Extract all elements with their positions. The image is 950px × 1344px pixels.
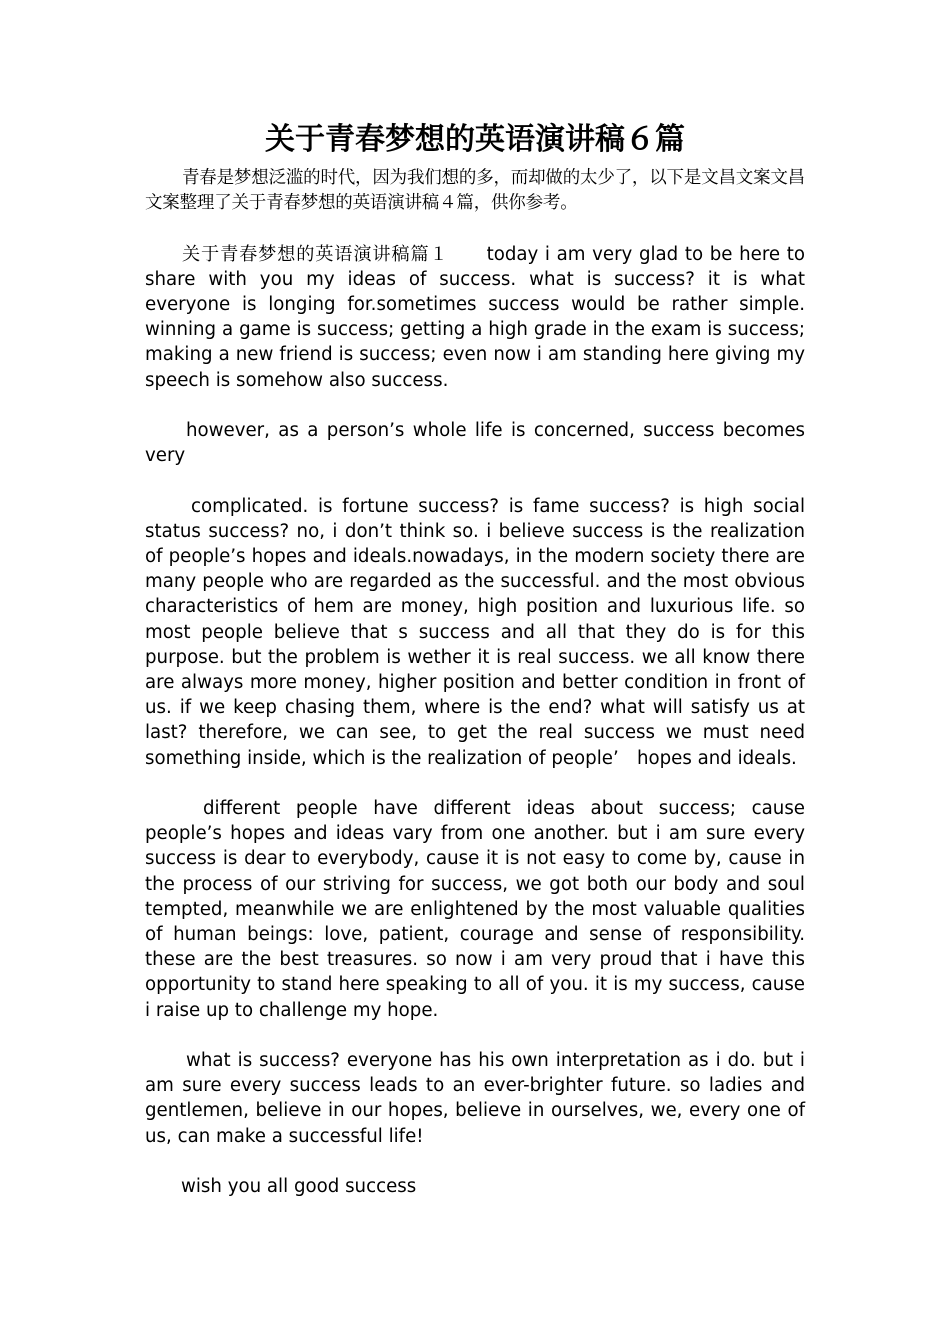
- paragraph-spacer: [145, 771, 805, 796]
- paragraph-spacer: [145, 216, 805, 241]
- body-paragraph: different people have different ideas about success; cause people’s hopes and ideas vary from one another. but i am sure every success is dear to everybody, cause it is not easy to come by, cause in the process of our striving for success, we got both our body and soul tempted, meanwhile we are enlightened by the most valuable qualities of human beings: love, patient, courage and sense of responsibility. these are the best treasures. so now i am very proud that i have this opportunity to stand here speaking to all of you. it is my success, cause i raise up to challenge my hope.: [145, 798, 805, 1021]
- closing-line: wish you all good success: [181, 1176, 417, 1198]
- document-body: [145, 166, 805, 1199]
- document-title: 关于青春梦想的英语演讲稿６篇: [265, 122, 685, 157]
- body-paragraph: however, as a person’s whole life is concerned, success becomes very: [145, 420, 805, 467]
- paragraph-spacer: [145, 1023, 805, 1048]
- body-paragraph: 关于青春梦想的英语演讲稿篇１ today i am very glad to be here to share with you my ideas of success. what is success? it is what everyone is longing for.sometimes success would be rather simple. winning a game is success; getting a high grade in the exam is success; making a new friend is success; even now i am standing here giving my speech is somehow also success.: [145, 243, 805, 391]
- paragraph-spacer: [145, 468, 805, 493]
- body-paragraph: what is success? everyone has his own interpretation as i do. but i am sure every success leads to an ever-brighter future. so ladies and gentlemen, believe in our hopes, believe in ourselves, we, every one of us, can make a successful life!: [145, 1050, 805, 1147]
- intro-paragraph: 青春是梦想泛滥的时代，因为我们想的多，而却做的太少了，以下是文昌文案文昌文案整理了关于青春梦想的英语演讲稿４篇，供你参考。: [145, 168, 805, 214]
- paragraph-spacer: [145, 393, 805, 418]
- body-paragraph: complicated. is fortune success? is fame success? is high social status success? no, i don’t think so. i believe success is the realization of people’s hopes and ideals.nowadays, in the modern society there are many people who are regarded as the successful. and the most obvious characteristics of hem are money, high position and luxurious life. so most people believe that s success and all that they do is for this purpose. but the problem is wether it is real success. we all know there are always more money, higher position and better condition in front of us. if we keep chasing them, where is the end? what will satisfy us at last? therefore, we can see, to get the real success we must need something inside, which is the realization of people’ hopes and ideals.: [145, 495, 805, 769]
- paragraph-spacer: [145, 1149, 805, 1174]
